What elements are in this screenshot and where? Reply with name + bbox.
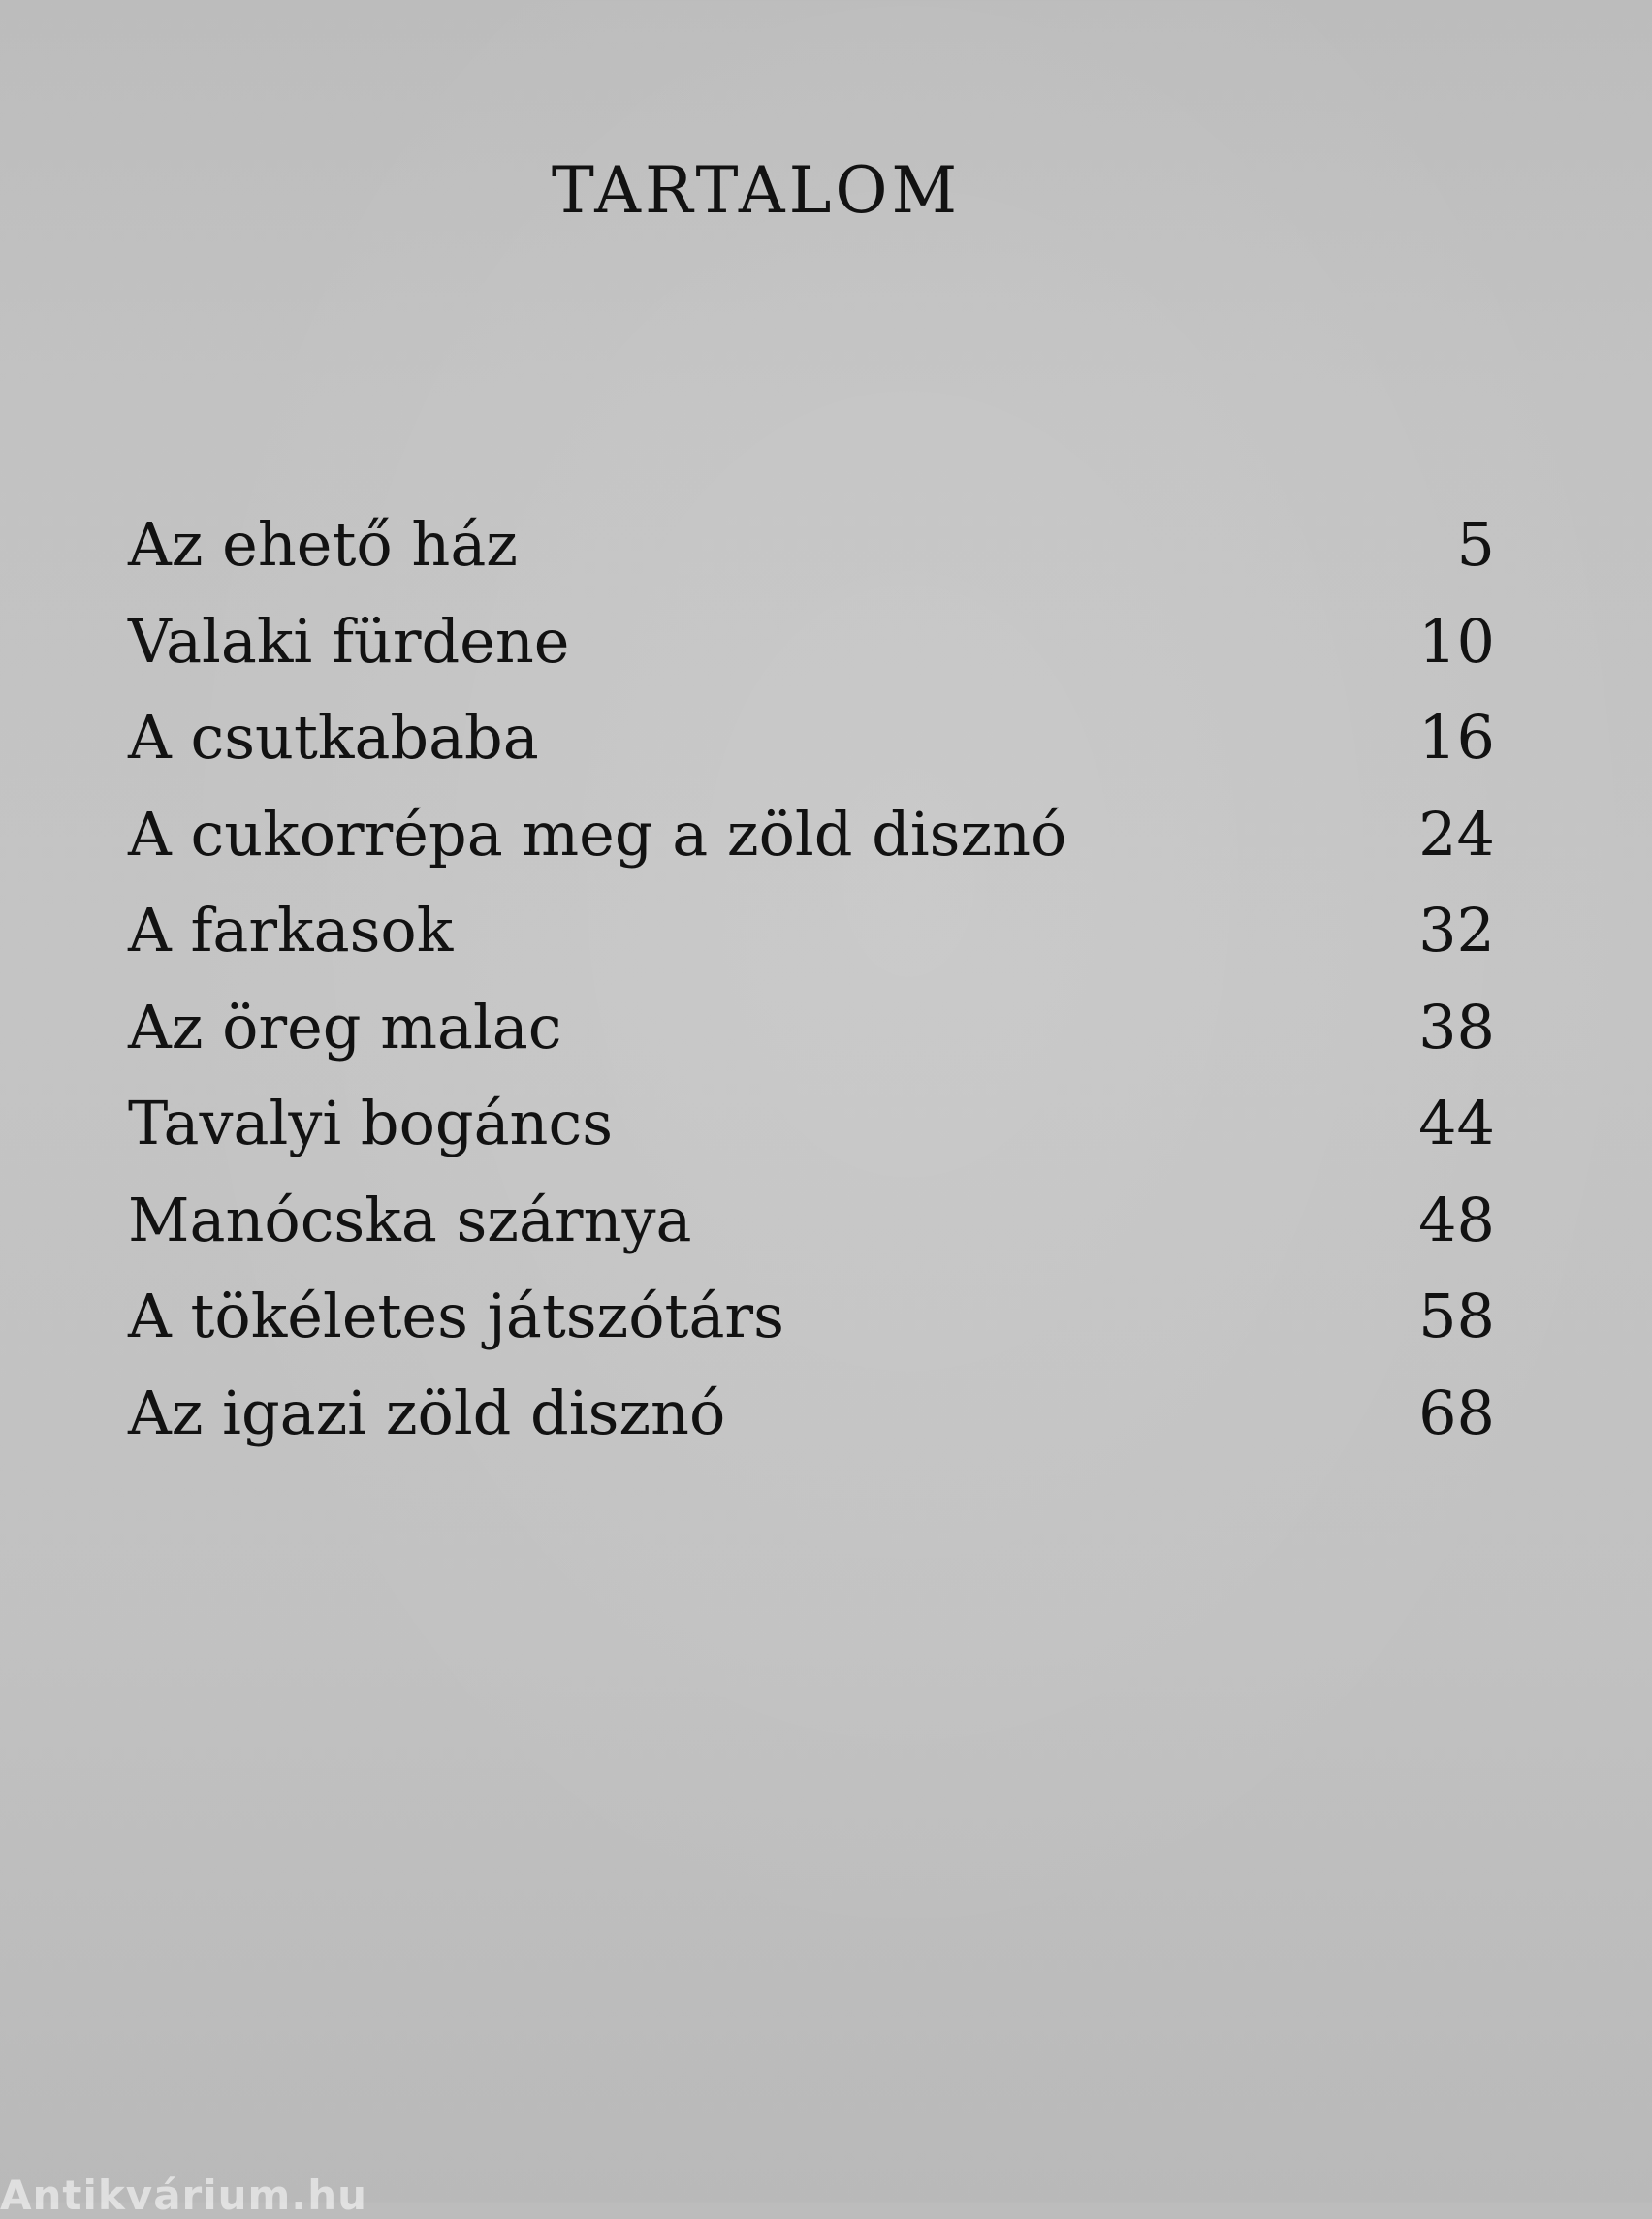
toc-entry-title: A tökéletes játszótárs <box>128 1281 784 1351</box>
table-of-contents <box>128 496 1495 1461</box>
toc-entry <box>128 1172 1495 1269</box>
toc-entry-title: Az igazi zöld disznó <box>128 1377 726 1448</box>
toc-entry-title: Valaki fürdene <box>128 605 570 677</box>
toc-entry-title: Tavalyi bogáncs <box>128 1088 614 1158</box>
toc-entry <box>128 882 1495 979</box>
toc-entry-page: 48 <box>1418 1184 1495 1255</box>
toc-entry-title: Az ehető ház <box>128 509 518 580</box>
toc-entry-page: 58 <box>1418 1281 1495 1351</box>
toc-entry <box>128 496 1495 593</box>
toc-entry-page: 24 <box>1418 798 1495 870</box>
toc-entry-page: 44 <box>1418 1088 1495 1158</box>
toc-entry-title: Manócska szárnya <box>128 1184 692 1255</box>
page-title: TARTALOM <box>551 153 962 228</box>
toc-entry-page: 32 <box>1418 895 1495 966</box>
toc-entry-title: A cukorrépa meg a zöld disznó <box>128 798 1067 870</box>
toc-entry-page: 5 <box>1456 509 1495 580</box>
toc-entry <box>128 786 1495 883</box>
toc-entry <box>128 1365 1495 1462</box>
watermark: Antikvárium.hu <box>0 2171 368 2219</box>
toc-entry-title: A csutkababa <box>128 702 539 773</box>
toc-entry-page: 38 <box>1418 991 1495 1062</box>
toc-entry-page: 68 <box>1418 1377 1495 1448</box>
toc-entry <box>128 689 1495 786</box>
toc-entry-page: 16 <box>1418 702 1495 773</box>
toc-entry <box>128 1268 1495 1365</box>
toc-entry <box>128 1075 1495 1172</box>
toc-entry-title: Az öreg malac <box>128 991 562 1062</box>
toc-entry <box>128 979 1495 1076</box>
toc-entry-title: A farkasok <box>128 895 454 966</box>
toc-entry-page: 10 <box>1418 605 1495 677</box>
toc-entry <box>128 593 1495 690</box>
